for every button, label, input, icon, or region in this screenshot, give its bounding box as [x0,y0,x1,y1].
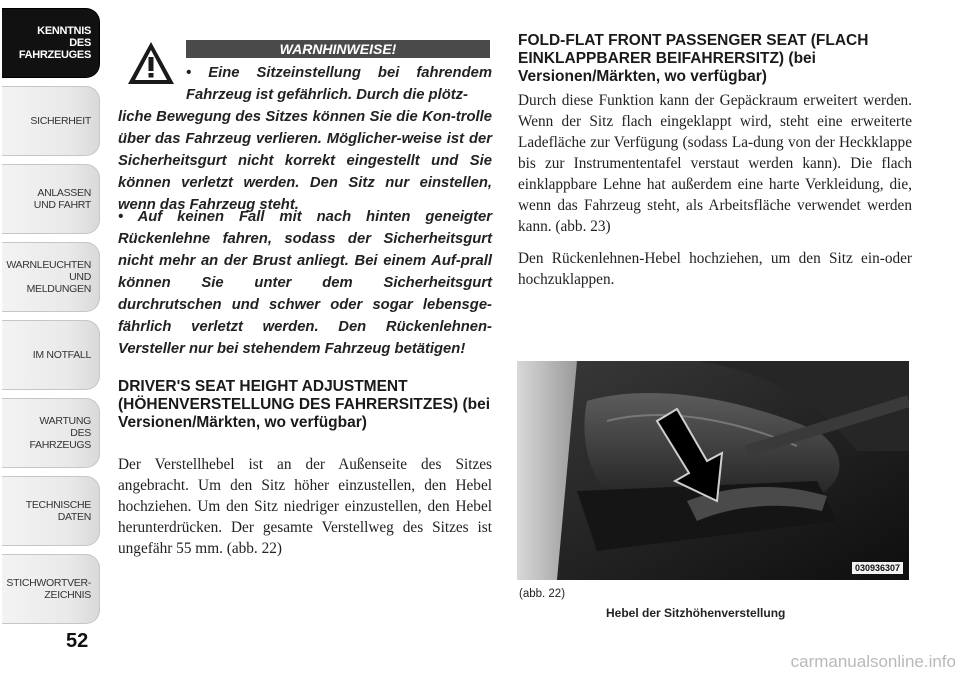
tab-sicherheit[interactable] [2,86,100,156]
tab-label: SICHERHEIT [30,115,91,127]
warning-paragraph-1 [118,62,492,216]
section-body-driver-seat-height: Der Verstellhebel ist an der Außenseite des Sitzes angebracht. Um den Sitz höher einzustellen, den Hebel hochziehen. Um den Sitz niedriger einzustellen, den Hebel herunterdrücken. Der gesamte Verstellweg des Sitzes ist ungefähr 55 mm. (abb. 22) [118,456,492,557]
tab-kenntnis-des-fahrzeuges[interactable] [2,8,100,78]
chapter-sidebar [0,0,104,678]
tab-wartung[interactable] [2,398,100,468]
tab-stichwortverzeichnis[interactable] [2,554,100,624]
tab-label: IM NOTFALL [32,349,91,361]
photo-code: 030936307 [852,562,903,574]
figure-reference: (abb. 22) [519,588,566,600]
figure-caption: Hebel der Sitzhöhenverstellung [606,606,786,620]
section-heading-fold-flat-seat: FOLD-FLAT FRONT PASSENGER SEAT (FLACH EINKLAPPBARER BEIFAHRERSITZ) (bei Versionen/Märkten, wo verfügbar) [518,32,869,85]
warning-paragraph-1-rest: liche Bewegung des Sitzes können Sie die Kon-trolle über das Fahrzeug verlieren. Möglicher-weise ist der Sicherheitsgurt nicht korrekt eingestellt und Sie können verletzt werden. Den Sitz nur einstellen, wenn das Fahrzeug steht. [118,109,492,213]
watermark: carmanualsonline.info [790,652,956,671]
tab-label: STICHWORTVER- ZEICHNIS [6,577,91,601]
warning-paragraph-2: • Auf keinen Fall mit nach hinten geneigter Rückenlehne fahren, sodass der Sicherheitsgurt nicht mehr an der Brust anliegt. Bei einem Auf-prall können Sie unter dem Sicherheitsgurt durchrutschen und schwer oder sogar lebensge-fährlich verletzt werden. Den Rückenlehnen-Versteller nur bei stehendem Fahrzeug betätigen! [118,209,492,357]
seat-photo-illustration [517,361,909,580]
tab-label: TECHNISCHE DATEN [25,499,91,523]
section-body-fold-flat-seat-2: Den Rückenlehnen-Hebel hochziehen, um den Sitz ein-oder hochzuklappen. [518,250,912,288]
tab-label: WARTUNG DES FAHRZEUGS [29,415,91,451]
warning-title: WARNHINWEISE! [186,40,490,58]
warning-paragraph-1-lead: • Eine Sitzeinstellung bei fahrendem Fahrzeug ist gefährlich. Durch die plötz- [186,65,492,103]
section-heading-driver-seat-height: DRIVER'S SEAT HEIGHT ADJUSTMENT (HÖHENVERSTELLUNG DES FAHRERSITZES) (bei Versionen/Märkten, wo verfügbar) [118,378,491,431]
tab-technische-daten[interactable] [2,476,100,546]
tab-label: KENNTNIS DES FAHRZEUGES [18,25,91,61]
tab-label: ANLASSEN UND FAHRT [33,187,91,211]
tab-warnleuchten[interactable] [2,242,100,312]
tab-label: WARNLEUCHTEN UND MELDUNGEN [6,259,91,295]
seat-lever-photo [517,361,909,580]
section-body-fold-flat-seat-1: Durch diese Funktion kann der Gepäckraum erweitert werden. Wenn der Sitz flach eingeklappt wird, steht eine erweiterte Ladefläche zur Verfügung (sodass La-dung von der Heckklappe bis zur Instrumententafel verstaut werden kann). Die flach einklappbare Lehne hat außerdem eine harte Verkleidung, die, wenn das Fahrzeug steht, als Arbeitsfläche verwendet werden kann. (abb. 23) [518,92,912,235]
page-number: 52 [66,630,89,652]
tab-im-notfall[interactable] [2,320,100,390]
tab-anlassen-und-fahrt[interactable] [2,164,100,234]
